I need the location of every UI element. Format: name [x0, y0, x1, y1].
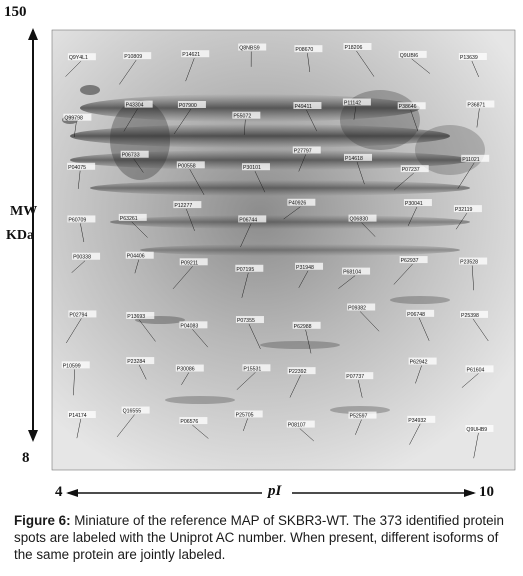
spot-label: P14618 — [345, 155, 363, 162]
spot-label: P36871 — [467, 102, 486, 109]
spot-label: P09382 — [348, 305, 367, 312]
spot-label: P04083 — [180, 323, 199, 330]
x-axis-right-value: 10 — [479, 484, 494, 500]
spot-label: P06733 — [121, 152, 140, 159]
spot-label: P40926 — [288, 200, 307, 207]
spot-label: P11142 — [343, 100, 362, 107]
spot-label: P43304 — [125, 102, 144, 109]
y-axis-label-kda: KDa — [6, 228, 34, 243]
spot-label: P55072 — [233, 113, 252, 120]
spot-label: P10809 — [124, 54, 143, 61]
spot-label: Q9UHB9 — [466, 426, 488, 433]
y-axis-label-mw: MW — [10, 204, 38, 219]
spot-label: P07900 — [178, 103, 197, 110]
figure-caption — [14, 512, 514, 563]
spot-label: P49411 — [294, 104, 312, 111]
spot-label: P15531 — [243, 366, 262, 373]
spot-label: P62942 — [409, 359, 428, 366]
spot-label: P11021 — [462, 156, 480, 163]
spot-label: P06748 — [407, 311, 426, 318]
spot-label: Q99798 — [64, 115, 83, 122]
x-axis-label-i: I — [275, 483, 282, 499]
spot-label: P61604 — [466, 367, 485, 374]
spot-label: Q9UBI6 — [399, 52, 419, 59]
spot-label: P25705 — [235, 412, 254, 419]
caption-label: Figure 6: — [14, 513, 71, 528]
spot-label: P30101 — [242, 165, 261, 172]
spot-label: P07737 — [346, 374, 365, 381]
x-axis-label-p: p — [268, 483, 276, 499]
spot-label: P07237 — [401, 167, 420, 174]
spot-label: Q9Y4L1 — [68, 55, 88, 62]
caption-text: Miniature of the reference MAP of SKBR3-WT. The 373 identified protein spots are labeled with the Uniprot AC number. When present, different isoforms of the same protein are jointly labeled. — [14, 513, 504, 562]
spot-label: Q16555 — [122, 408, 142, 415]
spot-label: P32119 — [454, 207, 473, 214]
spot-label: P14621 — [182, 52, 201, 59]
spot-label: P30041 — [404, 201, 423, 208]
spot-label: P07355 — [236, 318, 255, 325]
spot-label: P09211 — [180, 260, 199, 267]
x-axis-left-value: 4 — [55, 484, 63, 500]
spot-label: P18206 — [344, 45, 363, 52]
spot-label: P13639 — [459, 55, 478, 62]
spot-label: P07195 — [236, 266, 255, 273]
spot-label: P52597 — [349, 413, 368, 420]
spot-label: P10599 — [62, 363, 81, 370]
spot-label: P60709 — [68, 217, 87, 224]
spot-label: P14174 — [68, 413, 87, 420]
spot-label: P62937 — [400, 258, 419, 265]
spot-label: P06576 — [180, 419, 199, 426]
spot-label: P63261 — [119, 215, 138, 222]
spot-label: P02794 — [69, 312, 88, 319]
y-axis-arrow — [28, 28, 38, 442]
spot-label: P62988 — [293, 323, 312, 330]
spot-label: P13693 — [127, 313, 146, 320]
spot-label: P08670 — [295, 47, 314, 54]
spot-label: P27797 — [293, 148, 312, 155]
spot-label: P23528 — [460, 259, 479, 266]
spot-label: P00338 — [73, 254, 91, 261]
spot-label: Q8NBS9 — [239, 45, 260, 52]
x-axis-arrow — [66, 489, 476, 497]
spot-label: P31948 — [296, 264, 314, 271]
y-axis-bottom-value: 8 — [22, 450, 30, 466]
spot-label: Q06830 — [349, 216, 368, 223]
spot-label: P25398 — [461, 312, 479, 319]
y-axis-top-value: 150 — [4, 4, 27, 20]
spot-label: P12277 — [174, 203, 193, 210]
spot-label: P30086 — [176, 366, 195, 373]
spot-label: P68104 — [343, 269, 361, 276]
spot-label: P38646 — [398, 104, 417, 111]
spot-label: P23284 — [127, 359, 146, 366]
spot-label: P04406 — [126, 253, 145, 260]
spot-label: P04075 — [68, 164, 87, 171]
spot-label: P00558 — [177, 163, 196, 170]
spot-label: P22392 — [288, 369, 307, 376]
spot-label: P06744 — [239, 217, 258, 224]
spot-label: P08107 — [287, 422, 306, 429]
spot-label: P34932 — [408, 417, 427, 424]
